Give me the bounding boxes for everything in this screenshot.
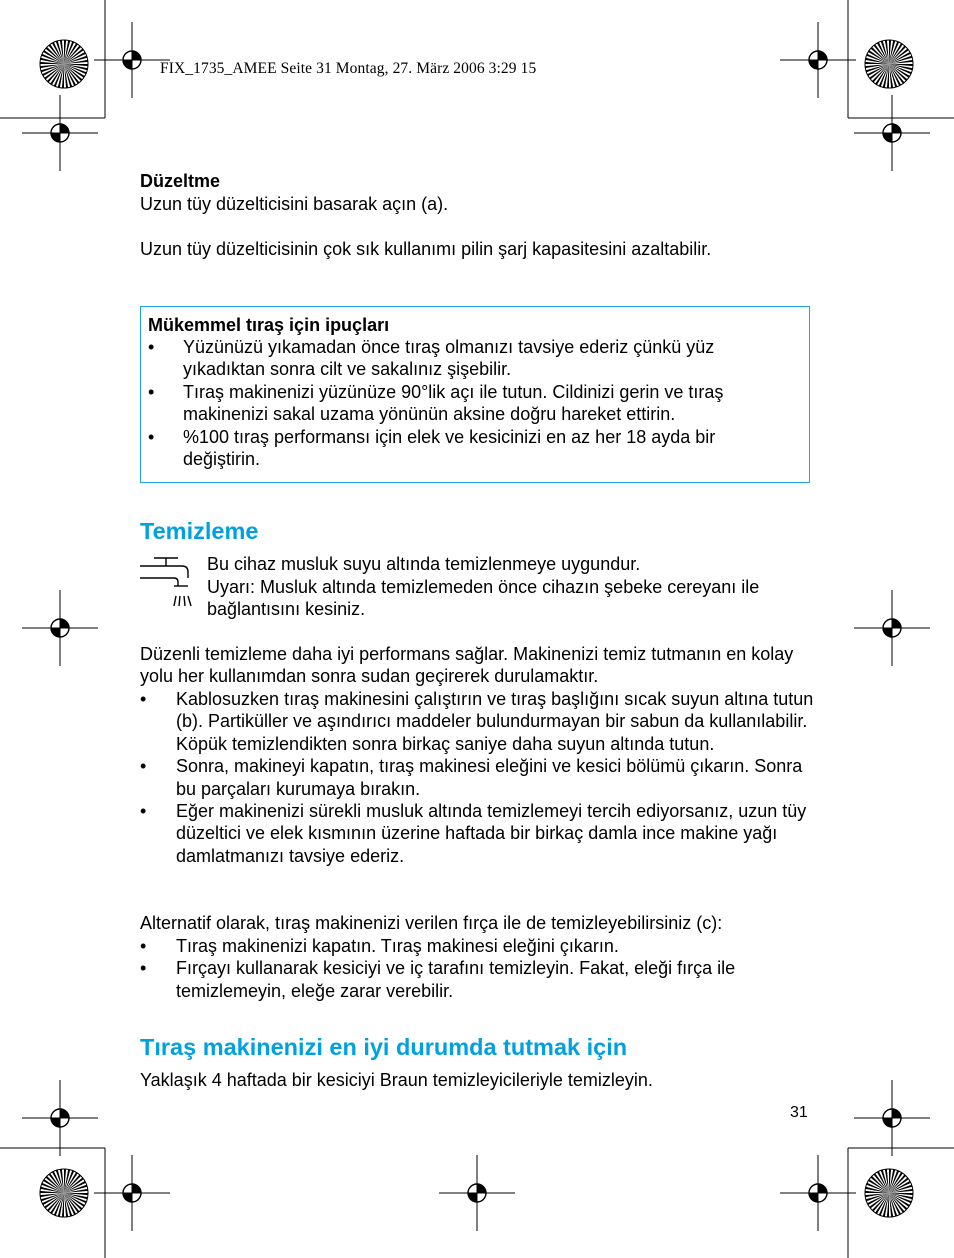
bullet: • <box>140 689 147 709</box>
cleaning-notice-2: Uyarı: Musluk altında temizlemeden önce cihazın şebeke cereyanı ile bağlantısını kesiniz. <box>207 577 760 620</box>
list-item <box>140 935 815 957</box>
list-item <box>148 426 788 471</box>
registration-quadrant <box>51 628 60 637</box>
registration-quadrant <box>809 60 818 69</box>
alternative-list <box>140 935 815 1002</box>
trimmer-heading: Düzeltme <box>140 171 221 191</box>
registration-quadrant <box>809 1193 818 1202</box>
list-item-text: Yüzünüzü yıkamadan önce tıraş olmanızı tavsiye ederiz çünkü yüz yıkadıktan sonra cilt ve sakalınız şişebilir. <box>183 337 715 380</box>
list-item-text: Fırçayı kullanarak kesiciyi ve iç tarafını temizleyin. Fakat, eleği fırça ile temizlemeyin, eleğe zarar verebilir. <box>176 958 736 1001</box>
list-item-text: Tıraş makinenizi kapatın. Tıraş makinesi eleğini çıkarın. <box>176 936 619 956</box>
registration-quadrant <box>818 1184 827 1193</box>
registration-quadrant <box>818 51 827 60</box>
registration-quadrant <box>883 133 892 142</box>
registration-quadrant <box>60 1109 69 1118</box>
page-number: 31 <box>790 1104 808 1121</box>
list-item <box>148 381 788 426</box>
registration-quadrant <box>132 51 141 60</box>
cleaning-notice-1: Bu cihaz musluk suyu altında temizlenmeye uygundur. <box>207 554 641 574</box>
list-item-text: Tıraş makinenizi yüzünüze 90°lik açı ile tutun. Cildinizi gerin ve tıraş makinenizi sakal uzama yönünün aksine doğru hareket ettirin. <box>183 381 724 425</box>
registration-quadrant <box>51 133 60 142</box>
registration-quadrant <box>883 628 892 637</box>
list-item <box>140 800 815 867</box>
registration-quadrant <box>60 619 69 628</box>
registration-quadrant <box>123 1193 132 1202</box>
alternative-intro: Alternatif olarak, tıraş makinenizi verilen fırça ile de temizleyebilirsiniz (c): <box>140 913 723 933</box>
registration-quadrant <box>123 60 132 69</box>
list-item <box>140 688 815 755</box>
bullet: • <box>140 936 147 956</box>
bullet: • <box>140 801 147 822</box>
registration-quadrant <box>892 1109 901 1118</box>
bullet: • <box>148 337 155 357</box>
registration-quadrant <box>468 1193 477 1202</box>
registration-quadrant <box>51 1118 60 1127</box>
registration-quadrant <box>892 619 901 628</box>
registration-quadrant <box>132 1184 141 1193</box>
print-slug: FIX_1735_AMEE Seite 31 Montag, 27. März 2006 3:29 15 <box>160 60 537 77</box>
cleaning-title: Temizleme <box>140 518 259 544</box>
cleaning-intro: Düzenli temizleme daha iyi performans sağlar. Makinenizi temiz tutmanın en kolay yolu her kullanımdan sonra sudan geçirerek durulamaktır. <box>140 644 794 687</box>
list-item <box>140 957 815 1002</box>
maintenance-text: Yaklaşık 4 haftada bir kesiciyi Braun temizleyicileriyle temizleyin. <box>140 1070 653 1090</box>
bullet: • <box>140 958 147 979</box>
bullet: • <box>140 756 147 777</box>
registration-quadrant <box>883 1118 892 1127</box>
registration-quadrant <box>477 1184 486 1193</box>
bullet: • <box>148 426 155 447</box>
list-item-text: Eğer makinenizi sürekli musluk altında temizlemeyi tercih ediyorsanız, uzun tüy düzeltici ve elek kısmının üzerine haftada bir birkaç damla ince makine yağı damlatmanızı tavsiye ederiz. <box>176 801 807 866</box>
bullet: • <box>148 381 155 402</box>
tips-heading: Mükemmel tıraş için ipuçları <box>148 315 390 335</box>
list-item-text: %100 tıraş performansı için elek ve kesicinizi en az her 18 ayda bir değiştirin. <box>183 426 716 470</box>
registration-quadrant <box>60 124 69 133</box>
list-item <box>140 755 815 800</box>
faucet-icon <box>138 556 194 610</box>
cleaning-list <box>140 688 815 867</box>
list-item-text: Kablosuzken tıraş makinesini çalıştırın ve tıraş başlığını sıcak suyun altına tutun (b). Partiküller ve aşındırıcı maddeler bulundurmayan bir sabun da kullanılabilir. Köpük temizlendikten sonra birkaç saniye daha suyun altında tutun. <box>176 689 814 754</box>
list-item <box>148 336 788 381</box>
registration-quadrant <box>892 124 901 133</box>
trimmer-text-1: Uzun tüy düzelticisini basarak açın (a). <box>140 194 449 214</box>
trimmer-text-2: Uzun tüy düzelticisinin çok sık kullanımı pilin şarj kapasitesini azaltabilir. <box>140 239 712 259</box>
maintenance-title: Tıraş makinenizi en iyi durumda tutmak için <box>140 1034 628 1060</box>
tips-list <box>148 336 788 470</box>
list-item-text: Sonra, makineyi kapatın, tıraş makinesi eleğini ve kesici bölümü çıkarın. Sonra bu parçaları kurumaya bırakın. <box>176 756 803 799</box>
